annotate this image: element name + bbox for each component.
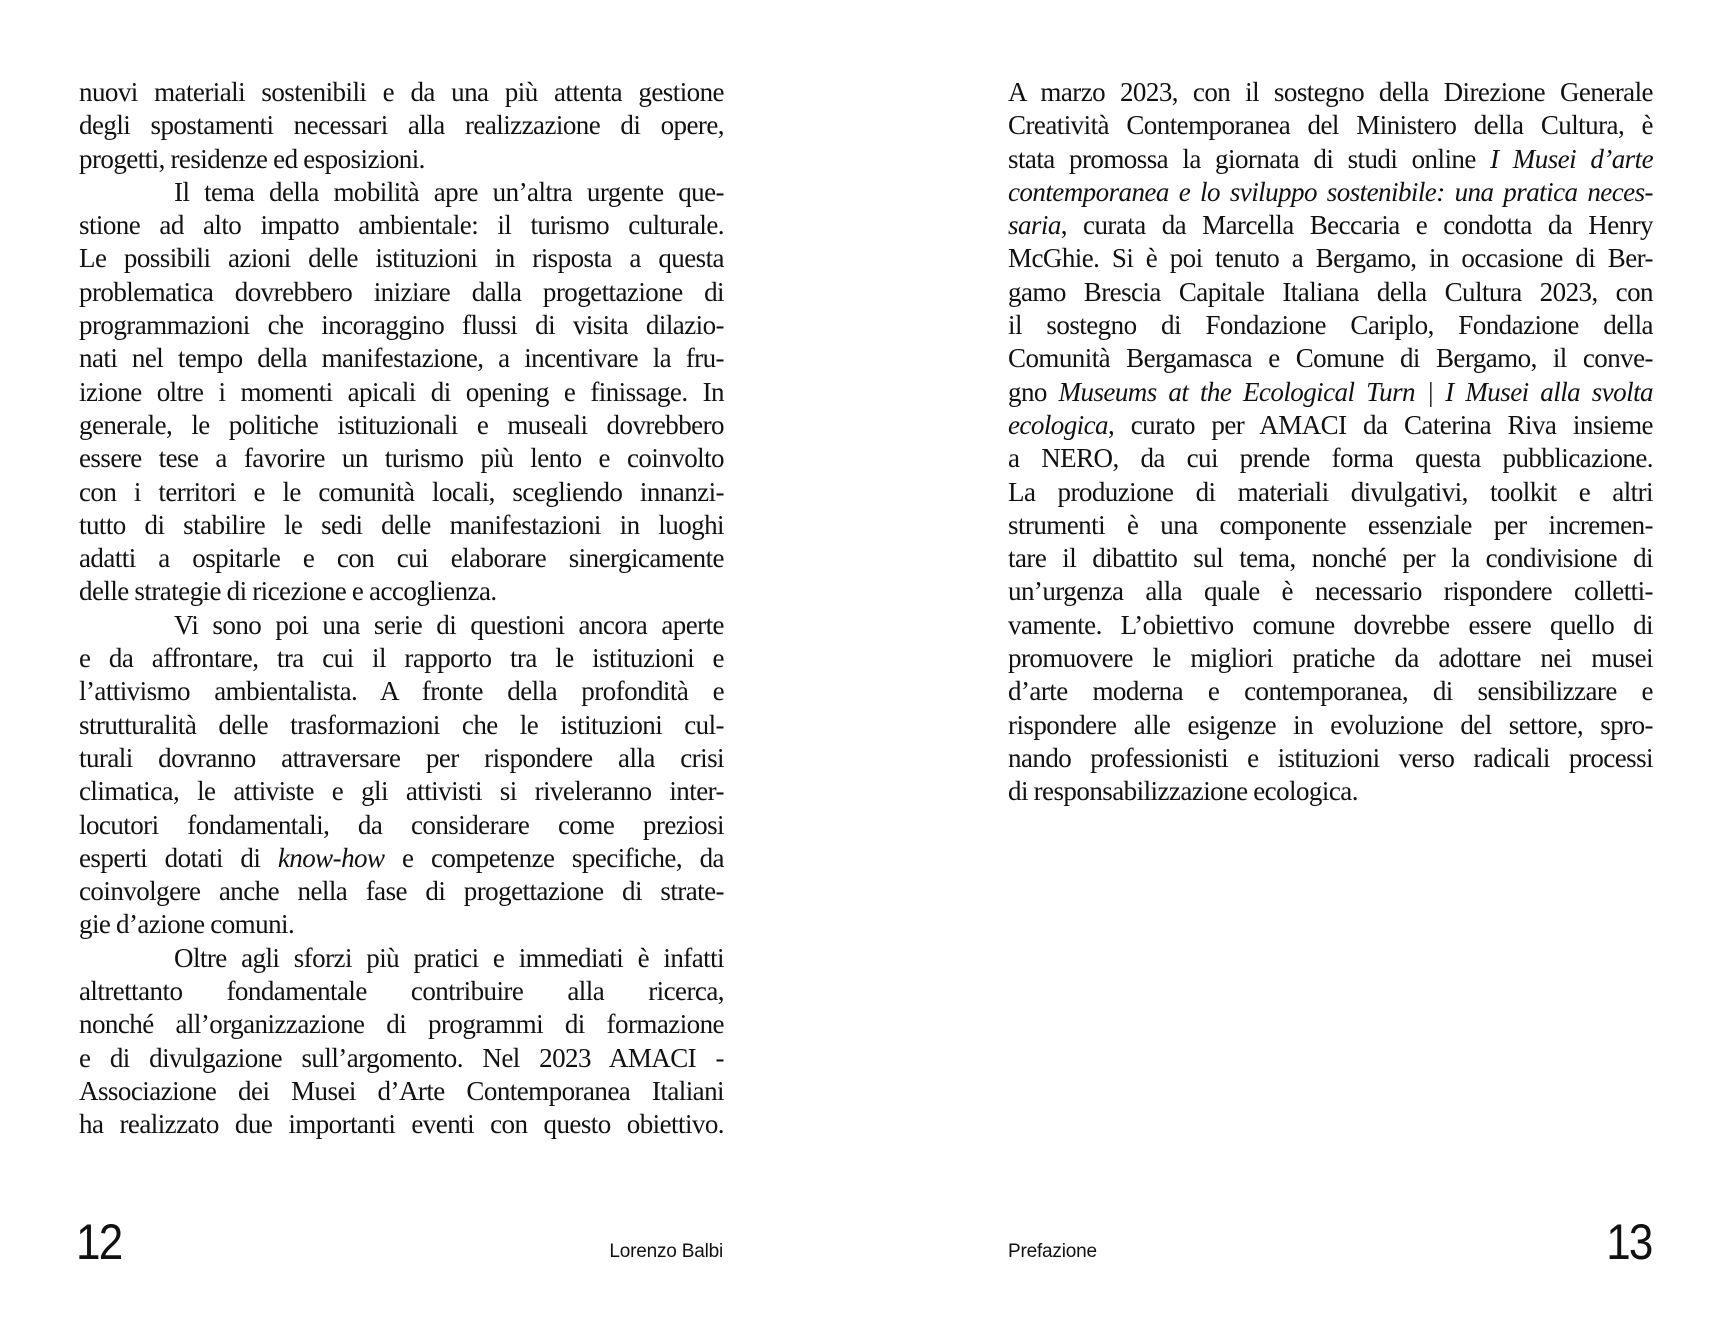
text-line bbox=[79, 642, 724, 675]
text-segment: , curata da Marcella Beccaria e condotta da Henry bbox=[1060, 210, 1653, 241]
text-segment: e di divulgazione sull’argomento. Nel 2023 AMACI - bbox=[79, 1042, 724, 1073]
text-segment: , curato per AMACI da Caterina Riva insieme bbox=[1108, 409, 1653, 440]
text-segment: turali dovranno attraversare per rispondere alla crisi bbox=[79, 742, 724, 773]
text-line bbox=[79, 309, 724, 342]
text-line bbox=[1008, 76, 1653, 109]
text-line bbox=[79, 76, 724, 109]
text-segment: altrettanto fondamentale contribuire alla ricerca, bbox=[79, 976, 724, 1007]
text-line bbox=[1008, 775, 1653, 808]
text-line bbox=[1008, 242, 1653, 275]
text-segment: Il tema della mobilità apre un’altra urgente que- bbox=[174, 176, 724, 207]
text-segment: progetti, residenze ed esposizioni. bbox=[79, 143, 425, 174]
text-line bbox=[79, 675, 724, 708]
text-line bbox=[1008, 509, 1653, 542]
text-line bbox=[1008, 609, 1653, 642]
text-line bbox=[79, 442, 724, 475]
text-line bbox=[79, 742, 724, 775]
text-line bbox=[1008, 276, 1653, 309]
text-line bbox=[79, 875, 724, 908]
text-segment: izione oltre i momenti apicali di opening e finissage. In bbox=[79, 376, 724, 407]
text-segment: strumenti è una componente essenziale per incremen- bbox=[1008, 509, 1653, 540]
running-head-section: Prefazione bbox=[1008, 1241, 1097, 1262]
text-line bbox=[79, 276, 724, 309]
text-line bbox=[79, 775, 724, 808]
text-segment: con i territori e le comunità locali, scegliendo innanzi- bbox=[79, 476, 724, 507]
text-line bbox=[79, 242, 724, 275]
text-line bbox=[79, 376, 724, 409]
text-segment: programmazioni che incoraggino flussi di visita dilazio- bbox=[79, 310, 724, 341]
text-segment: un’urgenza alla quale è necessario rispondere colletti- bbox=[1008, 576, 1653, 607]
text-segment: e competenze specifiche, da bbox=[384, 842, 724, 873]
body-text-column bbox=[79, 76, 724, 1142]
text-line bbox=[79, 942, 724, 975]
text-line bbox=[1008, 675, 1653, 708]
text-segment: a NERO, da cui prende forma questa pubblicazione. bbox=[1008, 443, 1653, 474]
text-line bbox=[79, 209, 724, 242]
page-number: 12 bbox=[76, 1214, 122, 1270]
text-line bbox=[1008, 176, 1653, 209]
text-line bbox=[79, 1075, 724, 1108]
body-text-column bbox=[1008, 76, 1653, 809]
text-segment: climatica, le attiviste e gli attivisti si riveleranno inter- bbox=[79, 776, 724, 807]
text-line bbox=[1008, 409, 1653, 442]
text-line bbox=[79, 342, 724, 375]
text-segment: degli spostamenti necessari alla realizzazione di opere, bbox=[79, 110, 724, 141]
text-line bbox=[79, 409, 724, 442]
text-line bbox=[1008, 109, 1653, 142]
text-segment: esperti dotati di bbox=[79, 842, 278, 873]
text-line bbox=[1008, 742, 1653, 775]
text-segment: generale, le politiche istituzionali e museali dovrebbero bbox=[79, 409, 724, 440]
text-segment: Vi sono poi una serie di questioni ancora aperte bbox=[174, 609, 724, 640]
text-segment: strutturalità delle trasformazioni che le istituzioni cul- bbox=[79, 709, 724, 740]
text-line bbox=[1008, 209, 1653, 242]
text-line bbox=[79, 1008, 724, 1041]
text-segment: Associazione dei Musei d’Arte Contemporanea Italiani bbox=[79, 1075, 724, 1106]
text-segment: essere tese a favorire un turismo più lento e coinvolto bbox=[79, 443, 724, 474]
text-line bbox=[79, 908, 724, 941]
text-segment: nonché all’organizzazione di programmi di formazione bbox=[79, 1009, 724, 1040]
text-segment: d’arte moderna e contemporanea, di sensibilizzare e bbox=[1008, 676, 1653, 707]
text-line bbox=[79, 476, 724, 509]
text-segment: locutori fondamentali, da considerare come preziosi bbox=[79, 809, 724, 840]
text-segment: rispondere alle esigenze in evoluzione del settore, spro- bbox=[1008, 709, 1653, 740]
text-segment: promuovere le migliori pratiche da adottare nei musei bbox=[1008, 643, 1653, 674]
text-segment: gie d’azione comuni. bbox=[79, 909, 295, 940]
text-line bbox=[79, 542, 724, 575]
text-line bbox=[79, 143, 724, 176]
text-line bbox=[79, 176, 724, 209]
text-segment: stione ad alto impatto ambientale: il turismo culturale. bbox=[79, 210, 724, 241]
text-segment: La produzione di materiali divulgativi, toolkit e altri bbox=[1008, 476, 1653, 507]
running-head-author: Lorenzo Balbi bbox=[609, 1241, 723, 1262]
text-segment: tutto di stabilire le sedi delle manifestazioni in luoghi bbox=[79, 509, 724, 540]
text-line bbox=[1008, 143, 1653, 176]
text-segment: di responsabilizzazione ecologica. bbox=[1008, 776, 1358, 807]
text-segment: Le possibili azioni delle istituzioni in risposta a questa bbox=[79, 243, 724, 274]
text-segment: nati nel tempo della manifestazione, a incentivare la fru- bbox=[79, 343, 724, 374]
text-segment: nando professionisti e istituzioni verso radicali processi bbox=[1008, 742, 1653, 773]
text-segment: adatti a ospitarle e con cui elaborare sinergicamente bbox=[79, 543, 724, 574]
text-segment: delle strategie di ricezione e accoglienza. bbox=[79, 576, 497, 607]
text-line bbox=[1008, 575, 1653, 608]
right-page bbox=[866, 0, 1732, 1338]
text-line bbox=[1008, 642, 1653, 675]
text-line bbox=[1008, 709, 1653, 742]
text-line bbox=[79, 509, 724, 542]
text-segment: stata promossa la giornata di studi online bbox=[1008, 143, 1491, 174]
text-segment: McGhie. Si è poi tenuto a Bergamo, in occasione di Ber- bbox=[1008, 243, 1653, 274]
text-segment: nuovi materiali sostenibili e da una più attenta gestione bbox=[79, 77, 724, 107]
page-number: 13 bbox=[1606, 1214, 1652, 1270]
text-segment: Creatività Contemporanea del Ministero della Cultura, è bbox=[1008, 110, 1653, 141]
text-segment: il sostegno di Fondazione Cariplo, Fondazione della bbox=[1008, 310, 1653, 341]
text-line bbox=[1008, 376, 1653, 409]
text-segment: ha realizzato due importanti eventi con questo obiettivo. bbox=[79, 1109, 724, 1140]
text-line bbox=[79, 109, 724, 142]
text-line bbox=[79, 975, 724, 1008]
text-line bbox=[1008, 309, 1653, 342]
text-segment: gno bbox=[1008, 376, 1059, 407]
text-segment: coinvolgere anche nella fase di progettazione di strate- bbox=[79, 876, 724, 907]
italic-text: ecologica bbox=[1008, 409, 1109, 440]
text-segment: l’attivismo ambientalista. A fronte della profondità e bbox=[79, 676, 724, 707]
text-line bbox=[1008, 442, 1653, 475]
text-segment: Comunità Bergamasca e Comune di Bergamo, il conve- bbox=[1008, 343, 1653, 374]
text-line bbox=[79, 809, 724, 842]
text-line bbox=[79, 1042, 724, 1075]
text-segment: gamo Brescia Capitale Italiana della Cultura 2023, con bbox=[1008, 276, 1653, 307]
text-segment: e da affrontare, tra cui il rapporto tra le istituzioni e bbox=[79, 643, 724, 674]
text-segment: vamente. L’obiettivo comune dovrebbe essere quello di bbox=[1008, 609, 1653, 640]
text-line bbox=[79, 709, 724, 742]
italic-text: I Musei d’arte bbox=[1490, 143, 1653, 174]
text-segment: Oltre agli sforzi più pratici e immediati è infatti bbox=[174, 942, 724, 973]
italic-text: contemporanea e lo sviluppo sostenibile: una pratica neces- bbox=[1008, 176, 1653, 207]
italic-text: Museums at the Ecological Turn | I Musei alla svolta bbox=[1058, 376, 1653, 407]
text-segment: problematica dovrebbero iniziare dalla progettazione di bbox=[79, 276, 724, 307]
text-line bbox=[79, 842, 724, 875]
italic-text: saria bbox=[1008, 210, 1061, 241]
text-segment: tare il dibattito sul tema, nonché per la condivisione di bbox=[1008, 543, 1653, 574]
text-line bbox=[1008, 342, 1653, 375]
text-line bbox=[79, 609, 724, 642]
text-line bbox=[1008, 542, 1653, 575]
text-line bbox=[79, 1108, 724, 1141]
text-line bbox=[79, 575, 724, 608]
italic-text: know-how bbox=[277, 842, 385, 873]
text-segment: A marzo 2023, con il sostegno della Direzione Generale bbox=[1008, 77, 1653, 107]
text-line bbox=[1008, 476, 1653, 509]
